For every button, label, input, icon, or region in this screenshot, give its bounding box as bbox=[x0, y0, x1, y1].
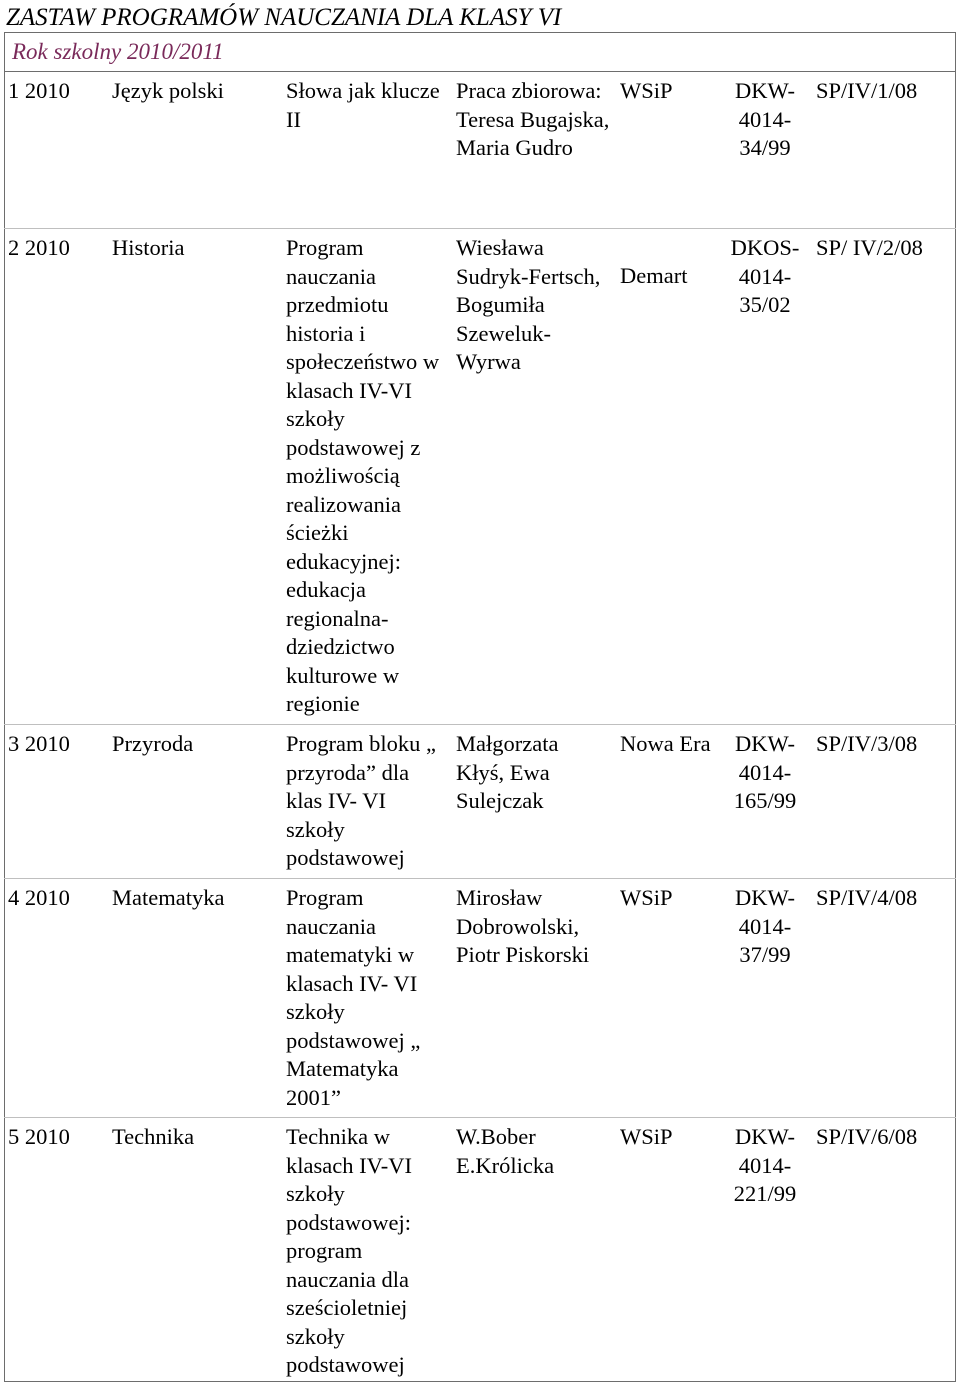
author-cell: Praca zbiorowa: Teresa Bugajska, Maria Gudro bbox=[456, 78, 610, 160]
publisher-cell: WSiP bbox=[620, 885, 673, 910]
row-number: 4 2010 bbox=[8, 885, 70, 910]
author-cell: Małgorzata Kłyś, Ewa Sulejczak bbox=[456, 731, 559, 813]
subject-cell: Przyroda bbox=[112, 731, 194, 756]
program-cell: Program bloku „ przyroda” dla klas IV- VI szkoły podstawowej bbox=[286, 731, 436, 870]
program-cell: Słowa jak klucze II bbox=[286, 78, 440, 132]
subject-cell: Technika bbox=[112, 1124, 195, 1149]
approval-number-cell: DKW-4014-221/99 bbox=[733, 1124, 797, 1206]
program-code-cell: SP/IV/1/08 bbox=[816, 78, 918, 103]
approval-number-cell: DKW-4014-37/99 bbox=[735, 885, 795, 967]
approval-number-cell: DKW-4014-34/99 bbox=[735, 78, 795, 160]
row-number: 3 2010 bbox=[8, 731, 70, 756]
author-cell: W.Bober E.Królicka bbox=[456, 1124, 555, 1178]
program-code-cell: SP/IV/6/08 bbox=[816, 1124, 918, 1149]
program-cell: Program nauczania przedmiotu historia i społeczeństwo w klasach IV-VI szkoły podstawowej z możliwością realizowania ścieżki edukacyjnej: edukacja regionalna-dziedzictwo kulturowe w regionie bbox=[286, 235, 440, 716]
publisher-cell: WSiP bbox=[620, 78, 673, 103]
approval-number-cell: DKW-4014-165/99 bbox=[733, 731, 797, 813]
table-row bbox=[4, 73, 956, 228]
table-row bbox=[4, 724, 956, 878]
publisher-cell: Nowa Era bbox=[620, 731, 711, 756]
author-cell: Wiesława Sudryk-Fertsch, Bogumiła Szeweluk-Wyrwa bbox=[456, 235, 601, 374]
table-row bbox=[4, 878, 956, 1117]
table-row bbox=[4, 1117, 956, 1382]
author-cell: Mirosław Dobrowolski, Piotr Piskorski bbox=[456, 885, 590, 967]
row-number: 2 2010 bbox=[8, 235, 70, 260]
program-code-cell: SP/ IV/2/08 bbox=[816, 235, 923, 260]
program-code-cell: SP/IV/4/08 bbox=[816, 885, 918, 910]
subject-cell: Język polski bbox=[112, 78, 224, 103]
publisher-cell: WSiP bbox=[620, 1124, 673, 1149]
program-cell: Program nauczania matematyki w klasach IV- VI szkoły podstawowej „ Matematyka 2001” bbox=[286, 885, 421, 1110]
row-number: 5 2010 bbox=[8, 1124, 70, 1149]
program-code-cell: SP/IV/3/08 bbox=[816, 731, 918, 756]
publisher-cell: Demart bbox=[620, 263, 688, 288]
subject-cell: Matematyka bbox=[112, 885, 225, 910]
program-cell: Technika w klasach IV-VI szkoły podstawowej: program nauczania dla sześcioletniej szkoły podstawowej bbox=[286, 1124, 413, 1377]
subject-cell: Historia bbox=[112, 235, 185, 260]
approval-number-cell: DKOS-4014-35/02 bbox=[730, 235, 800, 317]
school-year: Rok szkolny 2010/2011 bbox=[12, 39, 224, 64]
page-title: ZASTAW PROGRAMÓW NAUCZANIA DLA KLASY VI bbox=[6, 4, 562, 31]
table-row bbox=[4, 228, 956, 724]
programs-table bbox=[4, 73, 956, 1382]
row-number: 1 2010 bbox=[8, 78, 70, 103]
